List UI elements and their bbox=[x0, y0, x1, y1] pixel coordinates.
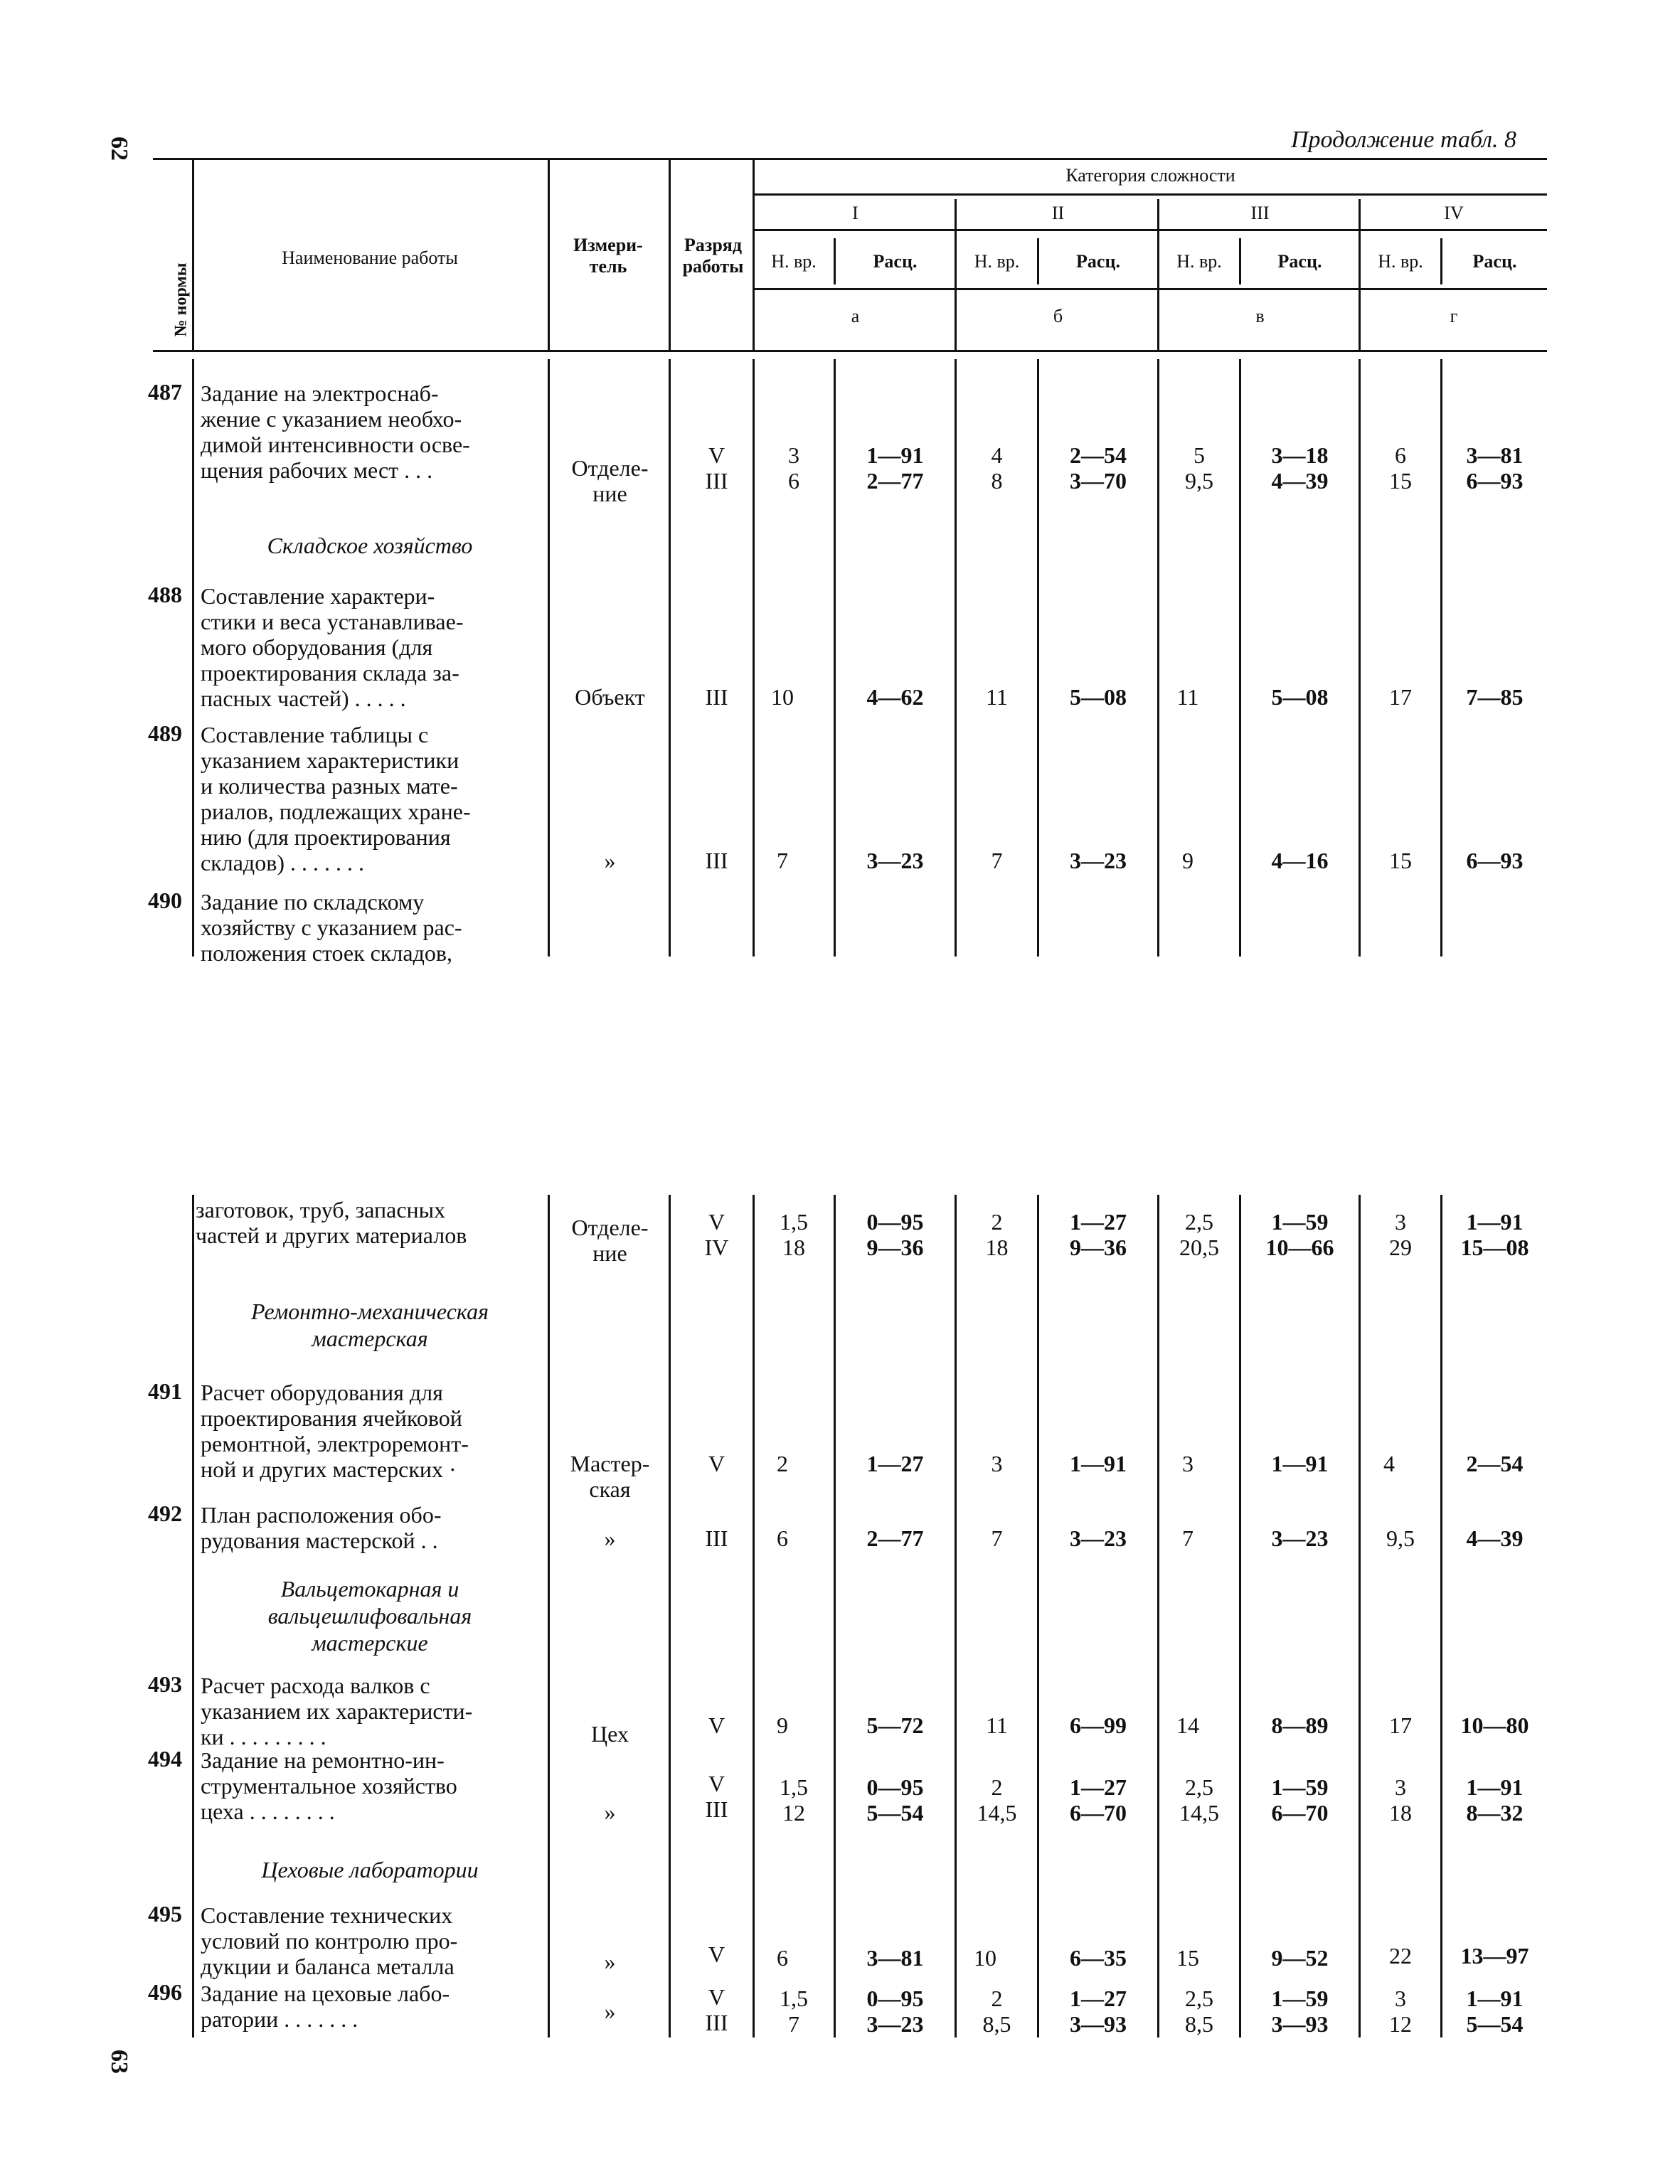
cell-g-rasc: 1—91 15—08 bbox=[1460, 1209, 1529, 1260]
cell-v-nvr: 14 bbox=[1176, 1712, 1199, 1738]
cell-a-nvr: 9 bbox=[777, 1712, 788, 1738]
cell-b-nvr: 10 bbox=[974, 1945, 996, 1971]
cell-b-rasc: 6—35 bbox=[1070, 1945, 1127, 1971]
cell-v-nvr: 5 9,5 bbox=[1185, 442, 1213, 494]
grade: V bbox=[708, 1941, 725, 1967]
unit: » bbox=[604, 848, 616, 873]
cell-b-nvr: 7 bbox=[991, 1525, 1003, 1551]
cell-v-nvr: 2,5 14,5 bbox=[1179, 1774, 1219, 1826]
cell-b-rasc: 3—23 bbox=[1070, 848, 1127, 873]
work-name: Составление таблицы с указанием характеристики и количества разных мате- риалов, подлежащих хране- нию (для проектирования складов) . . . . . . . bbox=[201, 722, 471, 875]
work-name: Задание на цеховые лабо- ратории . . . . . . . bbox=[201, 1981, 450, 2032]
cell-g-nvr: 22 bbox=[1389, 1943, 1412, 1969]
header-work-name: Наименование работы bbox=[282, 247, 458, 268]
cell-v-nvr: 3 bbox=[1182, 1451, 1193, 1476]
cell-b-nvr: 2 18 bbox=[985, 1209, 1009, 1260]
cell-a-rasc: 1—27 bbox=[866, 1451, 924, 1476]
header-norm-number: № нормы bbox=[171, 262, 191, 337]
cell-b-nvr: 7 bbox=[991, 848, 1003, 873]
unit: Отделе- ние bbox=[571, 455, 649, 506]
cell-v-nvr: 2,5 8,5 bbox=[1185, 1986, 1213, 2037]
cell-v-rasc: 8—89 bbox=[1271, 1712, 1329, 1738]
cell-g-rasc: 6—93 bbox=[1466, 848, 1524, 873]
work-name: Задание по складскому хозяйству с указанием рас- положения стоек складов, bbox=[201, 889, 462, 966]
cell-g-nvr: 3 12 bbox=[1389, 1986, 1412, 2037]
section-title-roll-workshops: Вальцетокарная и вальцешлифовальная мастерские bbox=[267, 1576, 472, 1656]
header-cat-2: II bbox=[1051, 203, 1065, 223]
cell-b-rasc: 1—91 bbox=[1070, 1451, 1127, 1476]
cell-a-nvr: 2 bbox=[777, 1451, 788, 1476]
cell-b-rasc: 6—99 bbox=[1070, 1712, 1127, 1738]
work-name: Составление характери- стики и веса устанавливае- мого оборудования (для проектирования склада за- пасных частей) . . . . . bbox=[201, 583, 464, 711]
cell-g-rasc: 10—80 bbox=[1460, 1712, 1529, 1738]
cell-a-nvr: 7 bbox=[777, 848, 788, 873]
norm-number: 495 bbox=[148, 1901, 182, 1927]
cell-b-nvr: 11 bbox=[986, 1712, 1008, 1738]
cell-g-nvr: 17 bbox=[1389, 1712, 1412, 1738]
header-cat-4: IV bbox=[1444, 203, 1464, 223]
cell-b-nvr: 4 8 bbox=[991, 442, 1003, 494]
header-grade: Разряд работы bbox=[682, 235, 744, 277]
cell-a-rasc: 5—72 bbox=[866, 1712, 924, 1738]
cell-a-nvr: 1,5 18 bbox=[780, 1209, 808, 1260]
header-nvr-2: Н. вр. bbox=[974, 251, 1020, 272]
cell-b-rasc: 3—23 bbox=[1070, 1525, 1127, 1551]
unit: » bbox=[604, 1949, 616, 1974]
cell-b-nvr: 11 bbox=[986, 684, 1008, 710]
header-category: Категория сложности bbox=[1065, 165, 1235, 186]
grade: III bbox=[705, 684, 728, 710]
work-name: Расчет расхода валков с указанием их характеристи- ки . . . . . . . . . bbox=[201, 1673, 473, 1749]
page-number-top: 62 bbox=[106, 137, 132, 161]
cell-g-rasc: 2—54 bbox=[1466, 1451, 1524, 1476]
cell-a-rasc: 2—77 bbox=[866, 1525, 924, 1551]
grade: III bbox=[705, 1525, 728, 1551]
norm-number: 491 bbox=[148, 1378, 182, 1404]
cell-a-rasc: 0—95 5—54 bbox=[866, 1774, 924, 1826]
unit: » bbox=[604, 1525, 616, 1551]
norm-number: 496 bbox=[148, 1979, 182, 2005]
cell-b-rasc: 2—54 3—70 bbox=[1070, 442, 1127, 494]
norm-number: 490 bbox=[148, 888, 182, 913]
cell-v-nvr: 15 bbox=[1176, 1945, 1199, 1971]
grade: V III bbox=[705, 1771, 728, 1822]
header-cat-3: III bbox=[1250, 203, 1270, 223]
cell-v-rasc: 1—59 3—93 bbox=[1271, 1986, 1329, 2037]
unit: Объект bbox=[575, 684, 645, 710]
unit: » bbox=[604, 1998, 616, 2024]
header-letter-a: а bbox=[851, 306, 860, 326]
cell-g-rasc: 1—91 8—32 bbox=[1466, 1774, 1524, 1826]
cell-a-rasc: 0—95 3—23 bbox=[866, 1986, 924, 2037]
cell-b-nvr: 2 8,5 bbox=[982, 1986, 1011, 2037]
grade: III bbox=[705, 848, 728, 873]
table-continuation-caption: Продолжение табл. 8 bbox=[1291, 127, 1517, 153]
cell-v-rasc: 1—59 6—70 bbox=[1271, 1774, 1329, 1826]
norm-number: 494 bbox=[148, 1746, 182, 1772]
cell-b-rasc: 1—27 6—70 bbox=[1070, 1774, 1127, 1826]
grade: V III bbox=[705, 1984, 728, 2035]
norm-number: 489 bbox=[148, 720, 182, 746]
cell-g-rasc: 1—91 5—54 bbox=[1466, 1986, 1524, 2037]
cell-a-nvr: 1,5 12 bbox=[780, 1774, 808, 1826]
cell-g-nvr: 6 15 bbox=[1389, 442, 1412, 494]
norm-number: 493 bbox=[148, 1671, 182, 1697]
cell-v-rasc: 3—23 bbox=[1271, 1525, 1329, 1551]
unit: Отделе- ние bbox=[571, 1215, 649, 1266]
cell-g-rasc: 7—85 bbox=[1466, 684, 1524, 710]
cell-g-nvr: 17 bbox=[1389, 684, 1412, 710]
cell-a-nvr: 3 6 bbox=[788, 442, 799, 494]
page-number-bottom: 63 bbox=[106, 2050, 132, 2074]
cell-v-nvr: 9 bbox=[1182, 848, 1193, 873]
cell-a-nvr: 1,5 7 bbox=[780, 1986, 808, 2037]
cell-g-rasc: 3—81 6—93 bbox=[1466, 442, 1524, 494]
header-rasc-3: Расц. bbox=[1277, 251, 1322, 272]
cell-v-nvr: 7 bbox=[1182, 1525, 1193, 1551]
header-cat-1: I bbox=[852, 203, 858, 223]
header-nvr-4: Н. вр. bbox=[1378, 251, 1423, 272]
unit: Мастер- ская bbox=[570, 1451, 650, 1502]
cell-a-nvr: 6 bbox=[777, 1525, 788, 1551]
section-title-warehouse: Складское хозяйство bbox=[267, 533, 473, 558]
cell-b-rasc: 5—08 bbox=[1070, 684, 1127, 710]
header-letter-v: в bbox=[1255, 306, 1265, 326]
unit: Цех bbox=[591, 1721, 629, 1747]
cell-g-nvr: 9,5 bbox=[1386, 1525, 1415, 1551]
cell-v-rasc: 5—08 bbox=[1271, 684, 1329, 710]
cell-g-nvr: 3 18 bbox=[1389, 1774, 1412, 1826]
work-name: Составление технических условий по контролю про- дукции и баланса металла bbox=[201, 1902, 458, 1979]
cell-v-nvr: 11 bbox=[1176, 684, 1199, 710]
norm-number: 487 bbox=[148, 379, 182, 405]
work-name: Задание на электроснаб- жение с указанием необхо- димой интенсивности осве- щения рабочих мест . . . bbox=[201, 380, 470, 483]
work-name: Расчет оборудования для проектирования ячейковой ремонтной, электроремонт- ной и других мастерских · bbox=[201, 1380, 469, 1482]
work-name: заготовок, труб, запасных частей и других материалов bbox=[196, 1197, 467, 1248]
cell-g-nvr: 3 29 bbox=[1389, 1209, 1412, 1260]
header-letter-b: б bbox=[1053, 306, 1063, 326]
section-title-repair-workshop: Ремонтно-механическая мастерская bbox=[251, 1299, 489, 1351]
cell-a-rasc: 3—23 bbox=[866, 848, 924, 873]
header-rasc-2: Расц. bbox=[1076, 251, 1120, 272]
cell-g-rasc: 13—97 bbox=[1460, 1943, 1529, 1969]
cell-a-rasc: 0—95 9—36 bbox=[866, 1209, 924, 1260]
grade: V bbox=[708, 1451, 725, 1476]
work-name: Задание на ремонтно-ин- струментальное хозяйство цеха . . . . . . . . bbox=[201, 1747, 457, 1824]
cell-v-rasc: 9—52 bbox=[1271, 1945, 1329, 1971]
cell-b-rasc: 1—27 9—36 bbox=[1070, 1209, 1127, 1260]
cell-g-nvr: 15 bbox=[1389, 848, 1412, 873]
cell-a-rasc: 3—81 bbox=[866, 1945, 924, 1971]
cell-a-nvr: 10 bbox=[771, 684, 794, 710]
grade: V IV bbox=[704, 1209, 729, 1260]
cell-g-nvr: 4 bbox=[1383, 1451, 1395, 1476]
cell-b-rasc: 1—27 3—93 bbox=[1070, 1986, 1127, 2037]
cell-g-rasc: 4—39 bbox=[1466, 1525, 1524, 1551]
cell-a-rasc: 1—91 2—77 bbox=[866, 442, 924, 494]
header-nvr-1: Н. вр. bbox=[771, 251, 817, 272]
header-nvr-3: Н. вр. bbox=[1176, 251, 1222, 272]
cell-v-rasc: 1—91 bbox=[1271, 1451, 1329, 1476]
norm-number: 488 bbox=[148, 582, 182, 607]
cell-v-nvr: 2,5 20,5 bbox=[1179, 1209, 1219, 1260]
header-rasc-4: Расц. bbox=[1472, 251, 1517, 272]
unit: » bbox=[604, 1799, 616, 1825]
cell-v-rasc: 3—18 4—39 bbox=[1271, 442, 1329, 494]
cell-b-nvr: 2 14,5 bbox=[977, 1774, 1017, 1826]
header-letter-g: г bbox=[1450, 306, 1458, 326]
work-name: План расположения обо- рудования мастерской . . bbox=[201, 1502, 442, 1553]
section-title-labs: Цеховые лаборатории bbox=[261, 1857, 479, 1882]
cell-v-rasc: 1—59 10—66 bbox=[1265, 1209, 1334, 1260]
cell-b-nvr: 3 bbox=[991, 1451, 1003, 1476]
header-rasc-1: Расц. bbox=[873, 251, 918, 272]
grade: V III bbox=[705, 442, 728, 494]
cell-v-rasc: 4—16 bbox=[1271, 848, 1329, 873]
cell-a-nvr: 6 bbox=[777, 1945, 788, 1971]
grade: V bbox=[708, 1712, 725, 1738]
header-unit: Измери- тель bbox=[573, 235, 643, 277]
norm-number: 492 bbox=[148, 1501, 182, 1526]
cell-a-rasc: 4—62 bbox=[866, 684, 924, 710]
